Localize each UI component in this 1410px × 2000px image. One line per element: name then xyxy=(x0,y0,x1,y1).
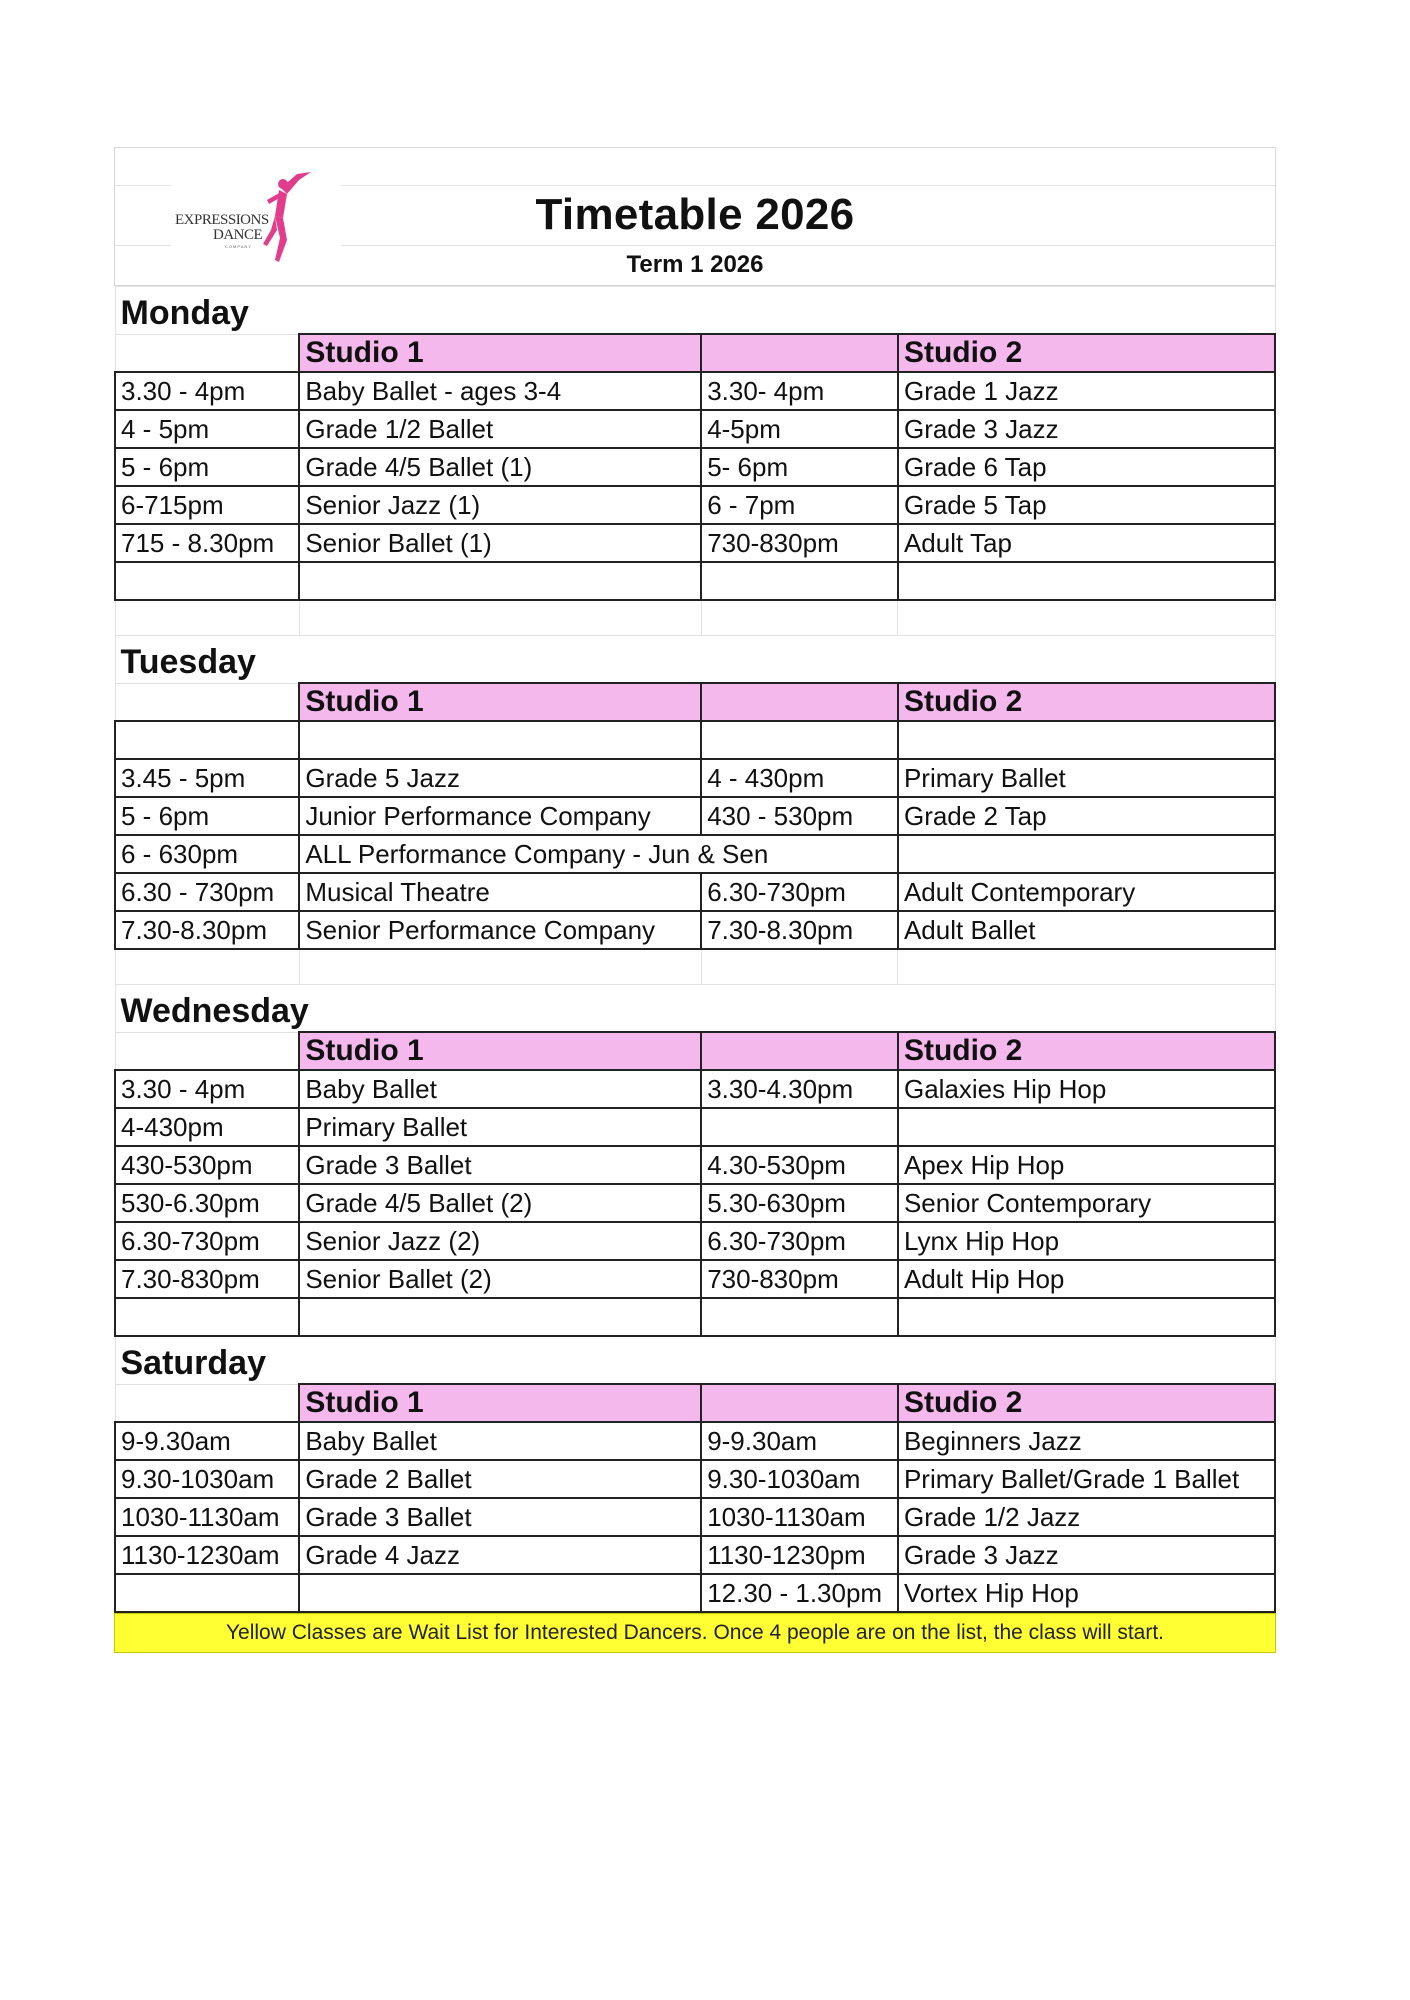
table-row xyxy=(115,1260,1275,1298)
time-cell: 9-9.30am xyxy=(115,1422,299,1460)
class-cell: Baby Ballet - ages 3-4 xyxy=(299,372,701,410)
table-row xyxy=(115,372,1275,410)
class-cell: Grade 1 Jazz xyxy=(898,372,1275,410)
class-cell: Adult Hip Hop xyxy=(898,1260,1275,1298)
spacer-cell xyxy=(299,949,701,985)
logo-text: COMPANY xyxy=(225,244,252,249)
class-cell: Senior Jazz (1) xyxy=(299,486,701,524)
class-cell: Grade 3 Jazz xyxy=(898,1536,1275,1574)
time-cell: 1130-1230am xyxy=(115,1536,299,1574)
logo-text: DANCE xyxy=(213,227,263,243)
time-cell: 9.30-1030am xyxy=(701,1460,898,1498)
studio-blank-heading xyxy=(701,334,898,372)
time-cell: 3.45 - 5pm xyxy=(115,759,299,797)
class-cell: Grade 2 Ballet xyxy=(299,1460,701,1498)
time-cell: 5.30-630pm xyxy=(701,1184,898,1222)
table-row xyxy=(115,448,1275,486)
spacer-cell xyxy=(898,949,1275,985)
class-cell: Grade 1/2 Jazz xyxy=(898,1498,1275,1536)
time-cell: 6.30-730pm xyxy=(115,1222,299,1260)
time-cell: 3.30- 4pm xyxy=(701,372,898,410)
studio-logo xyxy=(171,170,341,282)
table-row xyxy=(115,1574,1275,1612)
class-cell: ALL Performance Company - Jun & Sen xyxy=(299,835,898,873)
time-cell: 12.30 - 1.30pm xyxy=(701,1574,898,1612)
studio-blank-heading xyxy=(701,683,898,721)
time-cell: 9.30-1030am xyxy=(115,1460,299,1498)
time-cell: 730-830pm xyxy=(701,1260,898,1298)
class-cell xyxy=(898,1108,1275,1146)
spacer-row xyxy=(115,600,1275,636)
studio-2-heading: Studio 2 xyxy=(898,1032,1275,1070)
class-cell: Galaxies Hip Hop xyxy=(898,1070,1275,1108)
class-cell: Beginners Jazz xyxy=(898,1422,1275,1460)
blank-cell xyxy=(115,1032,299,1070)
empty-cell xyxy=(115,721,299,759)
empty-cell xyxy=(115,562,299,600)
studio-2-heading: Studio 2 xyxy=(898,683,1275,721)
class-cell: Grade 5 Jazz xyxy=(299,759,701,797)
time-cell: 1030-1130am xyxy=(115,1498,299,1536)
class-cell: Musical Theatre xyxy=(299,873,701,911)
table-row xyxy=(115,1070,1275,1108)
time-cell: 530-6.30pm xyxy=(115,1184,299,1222)
class-cell: Baby Ballet xyxy=(299,1070,701,1108)
time-cell: 4.30-530pm xyxy=(701,1146,898,1184)
table-row xyxy=(115,721,1275,759)
table-row xyxy=(115,1460,1275,1498)
class-cell: Lynx Hip Hop xyxy=(898,1222,1275,1260)
table-row xyxy=(115,1184,1275,1222)
studio-header-row xyxy=(115,1032,1275,1070)
class-cell: Grade 4 Jazz xyxy=(299,1536,701,1574)
spacer-cell xyxy=(701,600,898,636)
table-row xyxy=(115,873,1275,911)
class-cell: Apex Hip Hop xyxy=(898,1146,1275,1184)
empty-cell xyxy=(299,721,701,759)
class-cell: Junior Performance Company xyxy=(299,797,701,835)
table-row xyxy=(115,1298,1275,1336)
class-cell: Grade 3 Jazz xyxy=(898,410,1275,448)
class-cell: Grade 6 Tap xyxy=(898,448,1275,486)
class-cell: Grade 2 Tap xyxy=(898,797,1275,835)
time-cell: 4 - 5pm xyxy=(115,410,299,448)
day-heading-row xyxy=(115,636,1275,684)
studio-1-heading: Studio 1 xyxy=(299,334,701,372)
logo-text: EXPRESSIONS xyxy=(175,212,269,228)
day-heading: Monday xyxy=(115,287,1275,335)
time-cell: 430 - 530pm xyxy=(701,797,898,835)
time-cell: 7.30-830pm xyxy=(115,1260,299,1298)
timetable-sheet xyxy=(114,147,1276,1653)
time-cell: 4-430pm xyxy=(115,1108,299,1146)
time-cell: 5 - 6pm xyxy=(115,797,299,835)
table-row xyxy=(115,1222,1275,1260)
studio-1-heading: Studio 1 xyxy=(299,1032,701,1070)
class-cell: Senior Performance Company xyxy=(299,911,701,949)
table-row xyxy=(115,1536,1275,1574)
time-cell xyxy=(701,1108,898,1146)
page-title: Timetable 2026 xyxy=(535,190,855,239)
class-cell: Grade 3 Ballet xyxy=(299,1498,701,1536)
table-row xyxy=(115,562,1275,600)
table-row xyxy=(115,1422,1275,1460)
time-cell: 715 - 8.30pm xyxy=(115,524,299,562)
time-cell: 4 - 430pm xyxy=(701,759,898,797)
time-cell: 7.30-8.30pm xyxy=(701,911,898,949)
table-row xyxy=(115,1498,1275,1536)
spacer-cell xyxy=(115,949,299,985)
table-row xyxy=(115,1146,1275,1184)
class-cell: Vortex Hip Hop xyxy=(898,1574,1275,1612)
spacer-row xyxy=(115,949,1275,985)
time-cell: 430-530pm xyxy=(115,1146,299,1184)
day-heading: Wednesday xyxy=(115,985,1275,1033)
time-cell: 3.30 - 4pm xyxy=(115,372,299,410)
time-cell: 6-715pm xyxy=(115,486,299,524)
spacer-cell xyxy=(701,949,898,985)
class-cell: Senior Ballet (2) xyxy=(299,1260,701,1298)
day-heading-row xyxy=(115,1336,1275,1384)
studio-header-row xyxy=(115,334,1275,372)
studio-2-heading: Studio 2 xyxy=(898,334,1275,372)
timetable-table xyxy=(114,286,1276,1613)
class-cell: Primary Ballet xyxy=(299,1108,701,1146)
class-cell: Senior Contemporary xyxy=(898,1184,1275,1222)
table-row xyxy=(115,410,1275,448)
time-cell: 7.30-8.30pm xyxy=(115,911,299,949)
blank-cell xyxy=(115,1384,299,1422)
day-heading-row xyxy=(115,985,1275,1033)
time-cell: 6.30-730pm xyxy=(701,1222,898,1260)
time-cell: 5- 6pm xyxy=(701,448,898,486)
class-cell: Adult Tap xyxy=(898,524,1275,562)
time-cell: 730-830pm xyxy=(701,524,898,562)
studio-1-heading: Studio 1 xyxy=(299,683,701,721)
class-cell: Baby Ballet xyxy=(299,1422,701,1460)
class-cell: Senior Ballet (1) xyxy=(299,524,701,562)
blank-cell xyxy=(115,334,299,372)
empty-cell xyxy=(898,835,1275,873)
time-cell: 5 - 6pm xyxy=(115,448,299,486)
class-cell: Grade 4/5 Ballet (2) xyxy=(299,1184,701,1222)
time-cell: 6.30 - 730pm xyxy=(115,873,299,911)
time-cell: 6 - 630pm xyxy=(115,835,299,873)
class-cell: Primary Ballet xyxy=(898,759,1275,797)
table-row xyxy=(115,911,1275,949)
table-row xyxy=(115,524,1275,562)
studio-header-row xyxy=(115,1384,1275,1422)
time-cell: 4-5pm xyxy=(701,410,898,448)
spacer-cell xyxy=(115,600,299,636)
term-label: Term 1 2026 xyxy=(626,251,764,278)
spacer-cell xyxy=(299,600,701,636)
class-cell xyxy=(299,1574,701,1612)
day-heading: Tuesday xyxy=(115,636,1275,684)
empty-cell xyxy=(115,1298,299,1336)
class-cell: Grade 1/2 Ballet xyxy=(299,410,701,448)
studio-blank-heading xyxy=(701,1384,898,1422)
empty-cell xyxy=(701,721,898,759)
time-cell: 1130-1230pm xyxy=(701,1536,898,1574)
day-heading: Saturday xyxy=(115,1336,1275,1384)
waitlist-note: Yellow Classes are Wait List for Interested Dancers. Once 4 people are on the list, the class will start. xyxy=(114,1613,1276,1653)
class-cell: Grade 3 Ballet xyxy=(299,1146,701,1184)
empty-cell xyxy=(898,1298,1275,1336)
class-cell: Senior Jazz (2) xyxy=(299,1222,701,1260)
table-row xyxy=(115,759,1275,797)
time-cell: 3.30 - 4pm xyxy=(115,1070,299,1108)
spacer-cell xyxy=(898,600,1275,636)
class-cell: Grade 5 Tap xyxy=(898,486,1275,524)
studio-1-heading: Studio 1 xyxy=(299,1384,701,1422)
time-cell: 6.30-730pm xyxy=(701,873,898,911)
table-row xyxy=(115,797,1275,835)
timetable-header xyxy=(114,147,1276,286)
class-cell: Adult Contemporary xyxy=(898,873,1275,911)
table-row xyxy=(115,486,1275,524)
time-cell: 3.30-4.30pm xyxy=(701,1070,898,1108)
empty-cell xyxy=(898,562,1275,600)
time-cell: 1030-1130am xyxy=(701,1498,898,1536)
class-cell: Primary Ballet/Grade 1 Ballet xyxy=(898,1460,1275,1498)
time-cell: 6 - 7pm xyxy=(701,486,898,524)
table-row xyxy=(115,1108,1275,1146)
class-cell: Adult Ballet xyxy=(898,911,1275,949)
empty-cell xyxy=(701,562,898,600)
blank-cell xyxy=(115,683,299,721)
table-row xyxy=(115,835,1275,873)
studio-header-row xyxy=(115,683,1275,721)
class-cell: Grade 4/5 Ballet (1) xyxy=(299,448,701,486)
empty-cell xyxy=(701,1298,898,1336)
time-cell: 9-9.30am xyxy=(701,1422,898,1460)
empty-cell xyxy=(299,562,701,600)
studio-2-heading: Studio 2 xyxy=(898,1384,1275,1422)
time-cell xyxy=(115,1574,299,1612)
empty-cell xyxy=(299,1298,701,1336)
studio-blank-heading xyxy=(701,1032,898,1070)
day-heading-row xyxy=(115,287,1275,335)
empty-cell xyxy=(898,721,1275,759)
